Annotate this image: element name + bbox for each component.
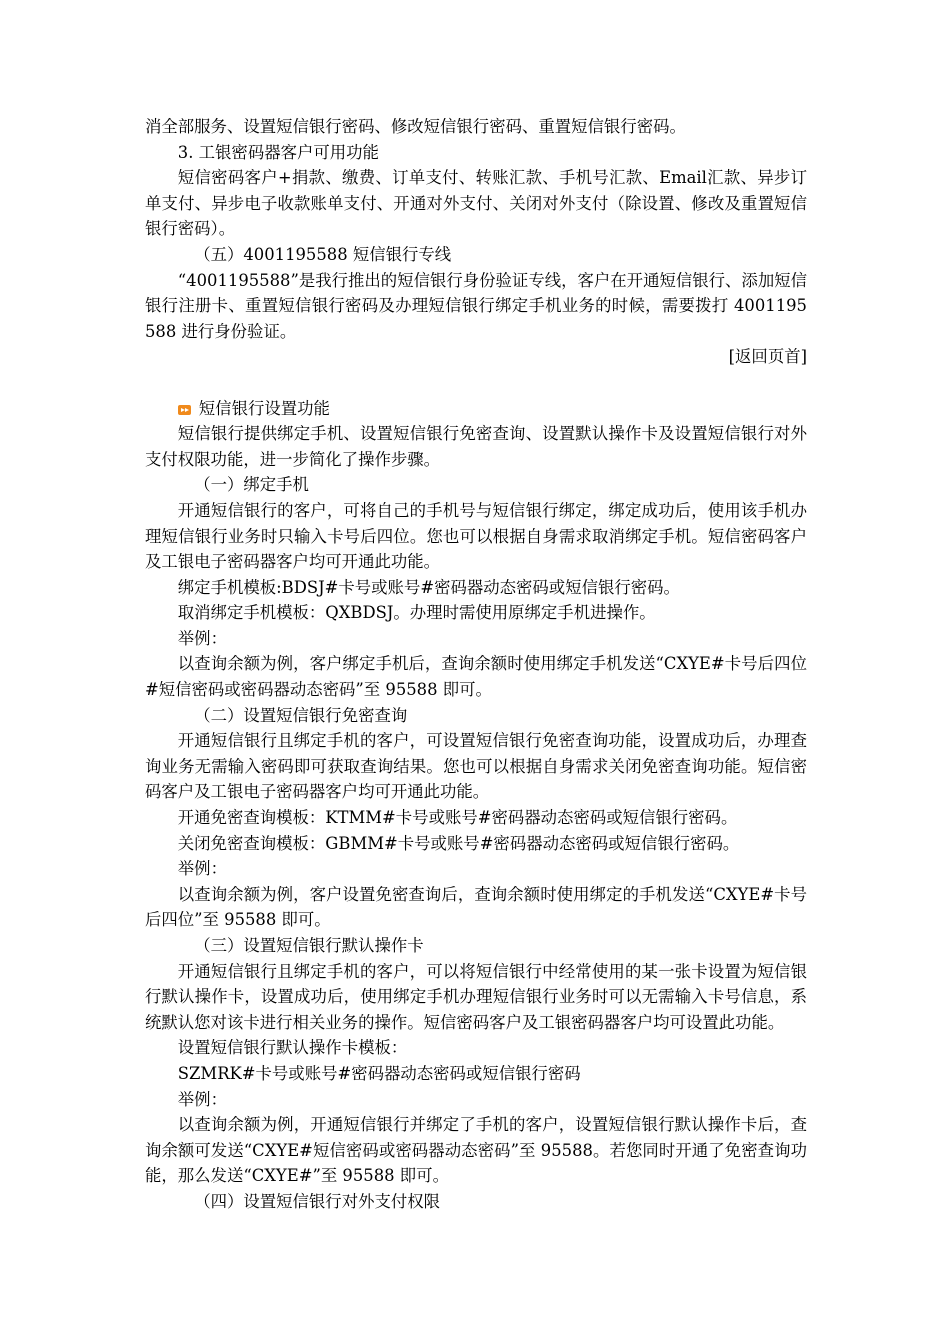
example-label: 举例： xyxy=(177,859,227,879)
document-body xyxy=(145,114,807,1215)
template-line: 关闭免密查询模板：GBMM#卡号或账号#密码器动态密码或短信银行密码。 xyxy=(177,833,740,853)
example-label: 举例： xyxy=(177,628,227,648)
paragraph: 开通短信银行且绑定手机的客户，可以将短信银行中经常使用的某一张卡设置为短信银行默认操作卡，设置成功后，使用绑定手机办理短信银行业务时可以无需输入卡号信息，系统默认您对该卡进行相关业务的操作。短信密码客户及工银密码器客户均可设置此功能。 xyxy=(145,961,807,1032)
subsection-heading: （四）设置短信银行对外支付权限 xyxy=(194,1191,441,1211)
back-to-top-link[interactable]: [返回页首] xyxy=(728,347,807,367)
spacer xyxy=(145,370,807,396)
paragraph: 开通短信银行的客户，可将自己的手机号与短信银行绑定，绑定成功后，使用该手机办理短信银行业务时只输入卡号后四位。您也可以根据自身需求取消绑定手机。短信密码客户及工银电子密码器客户均可开通此功能。 xyxy=(145,500,807,572)
template-line: 取消绑定手机模板：QXBDSJ。办理时需使用原绑定手机进操作。 xyxy=(177,603,656,623)
paragraph: 消全部服务、设置短信银行密码、修改短信银行密码、重置短信银行密码。 xyxy=(145,117,686,136)
paragraph: 短信银行提供绑定手机、设置短信银行免密查询、设置默认操作卡及设置短信银行对外支付权限功能，进一步简化了操作步骤。 xyxy=(145,424,807,469)
subsection-heading: （三）设置短信银行默认操作卡 xyxy=(194,936,424,955)
section-title-text: 短信银行设置功能 xyxy=(198,398,330,418)
subsection-heading: （二）设置短信银行免密查询 xyxy=(194,705,408,725)
paragraph: “4001195588”是我行推出的短信银行身份验证专线，客户在开通短信银行、添加短信银行注册卡、重置短信银行密码及办理短信银行绑定手机业务的时候，需要拨打 4001195588 进行身份验证。 xyxy=(145,270,807,341)
section-title xyxy=(145,396,807,422)
paragraph: 以查询余额为例，开通短信银行并绑定了手机的客户，设置短信银行默认操作卡后，查询余额可发送“CXYE#短信密码或密码器动态密码”至 95588。若您同时开通了免密查询功能，那么发送“CXYE#”至 95588 即可。 xyxy=(145,1115,807,1186)
template-line: 设置短信银行默认操作卡模板： xyxy=(177,1038,408,1058)
template-line: 绑定手机模板:BDSJ#卡号或账号#密码器动态密码或短信银行密码。 xyxy=(177,577,680,597)
paragraph: 短信密码客户+捐款、缴费、订单支付、转账汇款、手机号汇款、Email汇款、异步订单支付、异步电子收款账单支付、开通对外支付、关闭对外支付（除设置、修改及重置短信银行密码）。 xyxy=(145,168,807,239)
paragraph: 以查询余额为例，客户绑定手机后，查询余额时使用绑定手机发送“CXYE#卡号后四位#短信密码或密码器动态密码”至 95588 即可。 xyxy=(145,654,807,700)
template-line: SZMRK#卡号或账号#密码器动态密码或短信银行密码 xyxy=(177,1063,581,1083)
subsection-heading: （五）4001195588 短信银行专线 xyxy=(194,244,452,264)
paragraph: 开通短信银行且绑定手机的客户，可设置短信银行免密查询功能，设置成功后，办理查询业务无需输入密码即可获取查询结果。您也可以根据自身需求关闭免密查询功能。短信密码客户及工银电子密码器客户均可开通此功能。 xyxy=(145,731,807,802)
arrow-bullet-icon xyxy=(178,405,191,415)
subsection-heading: （一）绑定手机 xyxy=(194,475,309,495)
paragraph: 以查询余额为例，客户设置免密查询后，查询余额时使用绑定的手机发送“CXYE#卡号后四位”至 95588 即可。 xyxy=(145,884,807,930)
template-line: 开通免密查询模板：KTMM#卡号或账号#密码器动态密码或短信银行密码。 xyxy=(177,808,738,828)
list-heading: 3. 工银密码器客户可用功能 xyxy=(177,142,379,162)
example-label: 举例： xyxy=(177,1089,227,1109)
